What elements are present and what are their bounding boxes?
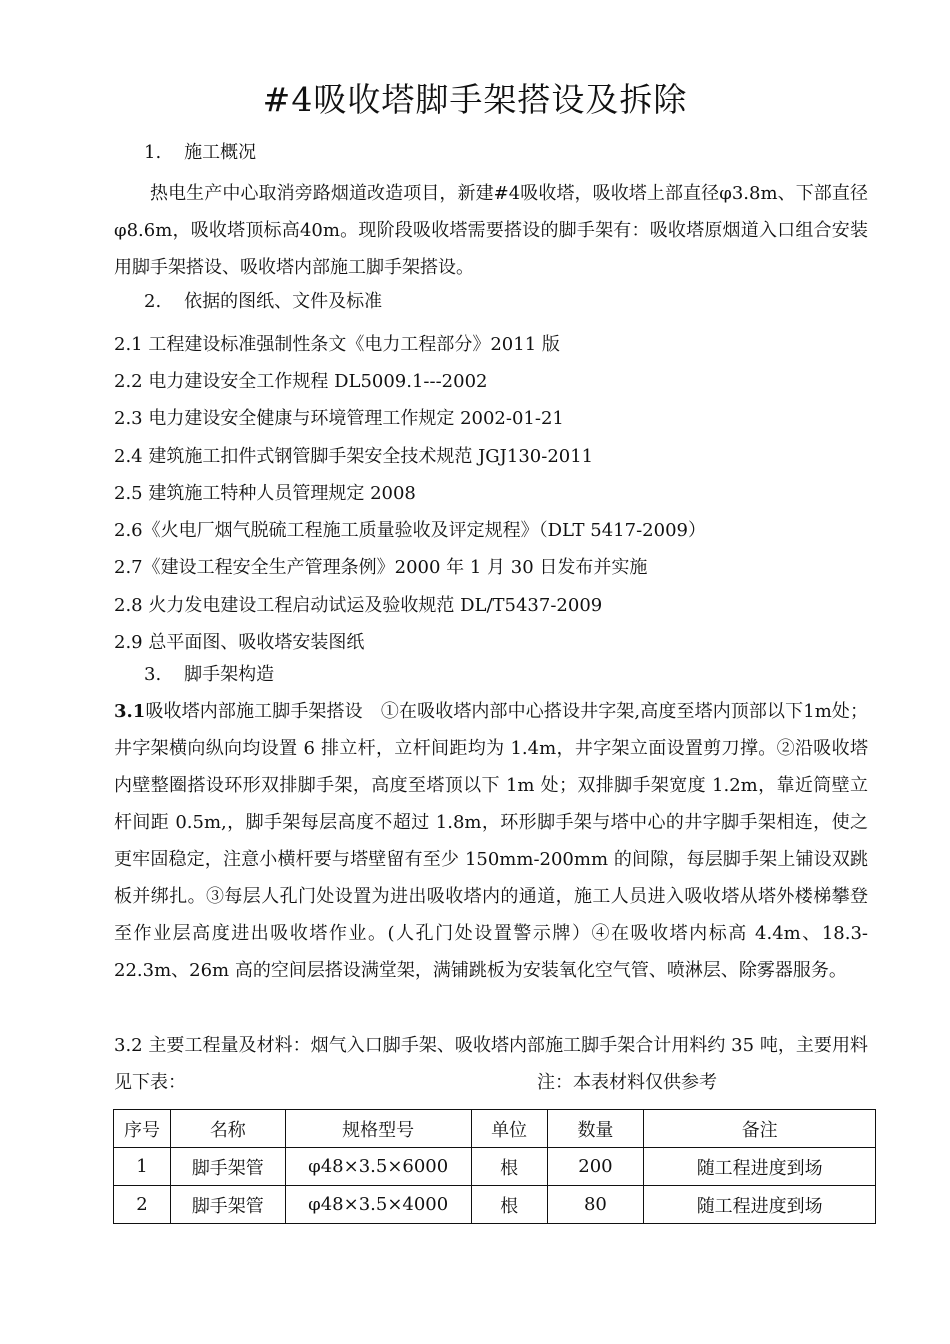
table-row (114, 1186, 876, 1224)
reference-item: 2.5 建筑施工特种人员管理规定 2008 (114, 483, 416, 504)
table-cell: φ48×3.5×6000 (285, 1148, 471, 1186)
reference-item: 2.3 电力建设安全健康与环境管理工作规定 2002-01-21 (114, 408, 564, 429)
table-cell: 脚手架管 (170, 1186, 285, 1224)
reference-item: 2.8 火力发电建设工程启动试运及验收规范 DL/T5437-2009 (114, 595, 603, 616)
reference-item: 2.9 总平面图、吸收塔安装图纸 (114, 632, 365, 653)
table-cell: 根 (471, 1186, 547, 1224)
subsection-text: 吸收塔内部施工脚手架搭设 ①在吸收塔内部中心搭设井字架,高度至塔内顶部以下1m处；井字架横向纵向均设置 6 排立杆，立杆间距均为 1.4m，井字架立面设置剪刀撑。②沿吸收塔内壁整圈搭设环形双排脚手架，高度至塔顶以下 1m 处；双排脚手架宽度 1.2m，靠近筒壁立杆间距 0.5m,，脚手架每层高度不超过 1.8m，环形脚手架与塔中心的井字脚手架相连，使之更牢固稳定，注意小横杆要与塔壁留有至少 150mm-200mm 的间隙，每层脚手架上铺设双跳板并绑扎。③每层人孔门处设置为进出吸收塔内的通道，施工人员进入吸收塔从塔外楼梯攀登至作业层高度进出吸收塔作业。(人孔门处设置警示牌）④在吸收塔内标高 4.4m、18.3-22.3m、26m 高的空间层搭设满堂架，满铺跳板为安装氧化空气管、喷淋层、除雾器服务。 (114, 701, 868, 981)
section-number: 3. (144, 664, 162, 685)
header-cell: 备注 (644, 1110, 876, 1148)
table-row (114, 1148, 876, 1186)
table-cell: 2 (114, 1186, 171, 1224)
overview-paragraph: 热电生产中心取消旁路烟道改造项目，新建#4吸收塔，吸收塔上部直径φ3.8m、下部直径φ8.6m，吸收塔顶标高40m。现阶段吸收塔需要搭设的脚手架有：吸收塔原烟道入口组合安装用脚手架搭设、吸收塔内部施工脚手架搭设。 (114, 183, 868, 278)
table-note: 注：本表材料仅供参考 (537, 1072, 717, 1093)
header-cell: 序号 (114, 1110, 171, 1148)
section-title: 脚手架构造 (184, 664, 275, 685)
section-3-2-paragraph: 3.2 主要工程量及材料：烟气入口脚手架、吸收塔内部施工脚手架合计用料约 35 吨，主要用料见下表： (114, 1035, 868, 1093)
section-3-1-paragraph (114, 693, 868, 989)
header-cell: 规格型号 (285, 1110, 471, 1148)
table-cell: φ48×3.5×4000 (285, 1186, 471, 1224)
header-cell: 数量 (547, 1110, 644, 1148)
reference-item: 2.6《火电厂烟气脱硫工程施工质量验收及评定规程》（DLT 5417-2009） (114, 520, 706, 541)
section-2-heading (144, 290, 382, 314)
table-cell: 根 (471, 1148, 547, 1186)
reference-item: 2.4 建筑施工扣件式钢管脚手架安全技术规范 JGJ130-2011 (114, 446, 594, 467)
reference-item: 2.2 电力建设安全工作规程 DL5009.1---2002 (114, 371, 488, 392)
section-title: 依据的图纸、文件及标准 (184, 291, 383, 312)
table-cell: 80 (547, 1186, 644, 1224)
header-cell: 单位 (471, 1110, 547, 1148)
section-title: 施工概况 (184, 142, 257, 163)
section-number: 1. (144, 142, 162, 163)
section-1-heading (144, 141, 256, 165)
reference-item: 2.1 工程建设标准强制性条文《电力工程部分》2011 版 (114, 334, 560, 355)
page-title: #4吸收塔脚手架搭设及拆除 (262, 80, 688, 119)
table-cell: 1 (114, 1148, 171, 1186)
header-cell: 名称 (170, 1110, 285, 1148)
reference-item: 2.7《建设工程安全生产管理条例》2000 年 1 月 30 日发布并实施 (114, 557, 648, 578)
table-cell: 脚手架管 (170, 1148, 285, 1186)
table-cell: 200 (547, 1148, 644, 1186)
table-header-row (114, 1110, 876, 1148)
table-cell: 随工程进度到场 (644, 1186, 876, 1224)
table-cell: 随工程进度到场 (644, 1148, 876, 1186)
materials-table (113, 1109, 876, 1224)
section-3-heading (144, 663, 274, 687)
section-number: 2. (144, 291, 162, 312)
subsection-number: 3.1 (114, 701, 146, 722)
